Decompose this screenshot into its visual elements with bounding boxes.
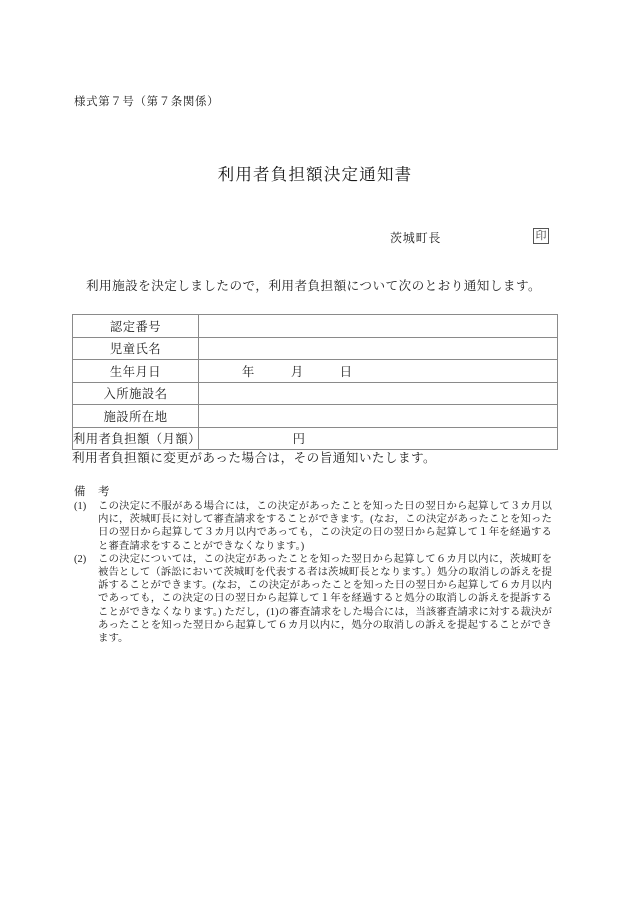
table-row — [73, 405, 558, 428]
remark-marker: (1) — [74, 501, 87, 512]
table-row — [73, 382, 558, 405]
remarks-heading: 備 考 — [74, 486, 110, 498]
row-value-facility-name[interactable] — [199, 382, 558, 405]
remarks-list — [74, 500, 552, 645]
row-label-birthdate: 生年月日 — [73, 360, 199, 383]
row-value-birthdate[interactable] — [199, 360, 558, 383]
row-label-facility-name: 入所施設名 — [73, 382, 199, 405]
remark-item — [74, 553, 552, 645]
issuer-name: 茨城町長 — [390, 231, 442, 245]
row-label-child-name: 児童氏名 — [73, 337, 199, 360]
remark-text: この決定については，この決定があったことを知った翌日から起算して６カ月以内に，茨城町を被告として（訴訟において茨城町を代表する者は茨城町長となります。）処分の取消しの訴えを提訴することができます。(なお，この決定があったことを知った日の翌日から起算して６カ月以内であっても，この決定の日の翌日から起算して１年を経過すると処分の取消しの訴えを提訴することができなくなります。) ただし，(1)の審査請求をした場合には，当該審査請求に対する裁決があったことを知った翌日から起算して６カ月以内に，処分の取消しの訴えを提起することができます。 — [98, 553, 552, 645]
value-text: 年 月 日 — [241, 364, 357, 379]
value-text: 円 — [292, 432, 306, 447]
remark-text: この決定に不服がある場合には，この決定があったことを知った日の翌日から起算して３カ月以内に，茨城町長に対して審査請求をすることができます。(なお，この決定があったことを知った日の翌日から起算して３カ月以内であっても，この決定の日の翌日から起算して１年を経過すると審査請求をすることができなくなります。) — [98, 501, 552, 552]
document-title: 利用者負担額決定通知書 — [217, 165, 413, 184]
intro-paragraph: 利用施設を決定しましたので，利用者負担額について次のとおり通知します。 — [86, 279, 542, 293]
row-label-facility-address: 施設所在地 — [73, 405, 199, 428]
table-row — [73, 337, 558, 360]
row-label-certification-number: 認定番号 — [73, 315, 199, 338]
table-row — [73, 360, 558, 383]
issuer-row — [390, 228, 555, 248]
row-value-facility-address[interactable] — [199, 405, 558, 428]
form-number: 様式第７号（第７条関係） — [74, 96, 220, 108]
row-value-child-name[interactable] — [199, 337, 558, 360]
table-row — [73, 315, 558, 338]
information-table — [72, 314, 558, 450]
row-value-certification-number[interactable] — [199, 315, 558, 338]
remark-item — [74, 500, 552, 553]
remark-marker: (2) — [74, 553, 87, 565]
row-label-monthly-fee: 利用者負担額（月額） — [73, 427, 199, 450]
post-table-note: 利用者負担額に変更があった場合は，その旨通知いたします。 — [72, 451, 437, 465]
seal-stamp-icon: 印 — [533, 228, 549, 244]
